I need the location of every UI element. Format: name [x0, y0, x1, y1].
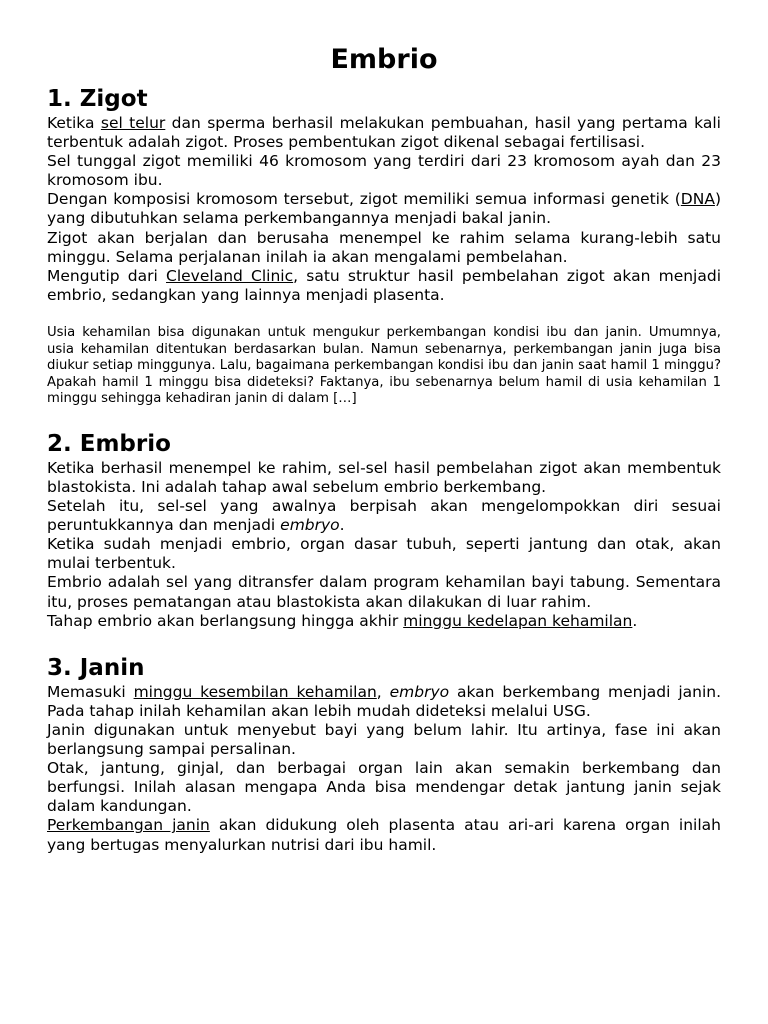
paragraph — [47, 114, 721, 152]
related-article-excerpt — [47, 325, 721, 408]
text-span: Setelah itu, sel-sel yang awalnya berpisah akan mengelompokkan diri sesuai peruntukkannya dan menjadi — [47, 497, 721, 535]
emphasis: embryo — [280, 516, 340, 535]
link-perkembangan-janin[interactable]: Perkembangan janin — [47, 816, 210, 835]
paragraph: Sel tunggal zigot memiliki 46 kromosom yang terdiri dari 23 kromosom ayah dan 23 kromosom ibu. — [47, 152, 721, 190]
page-title: Embrio — [330, 44, 438, 75]
paragraph — [47, 497, 721, 535]
text-span: Dengan komposisi kromosom tersebut, zigot memiliki semua informasi genetik ( — [47, 190, 681, 209]
text-span: Mengutip dari — [47, 266, 167, 285]
section-embrio — [47, 429, 721, 631]
text-span: ) yang dibutuhkan selama perkembangannya menjadi bakal janin. — [47, 190, 721, 228]
link-dna[interactable]: DNA — [680, 190, 715, 209]
paragraph — [47, 190, 721, 228]
paragraph — [47, 683, 721, 721]
link-minggu-kesembilan[interactable]: minggu kesembilan kehamilan — [133, 682, 377, 701]
text-span: . — [339, 516, 345, 535]
text-span: Tahap embrio akan berlangsung hingga akhir — [47, 611, 404, 630]
paragraph: Janin digunakan untuk menyebut bayi yang belum lahir. Itu artinya, fase ini akan berlangsung sampai persalinan. — [47, 720, 721, 759]
paragraph: Ketika sudah menjadi embrio, organ dasar tubuh, seperti jantung dan otak, akan mulai terbentuk. — [47, 535, 721, 573]
section-heading-zigot: 1. Zigot — [47, 86, 148, 112]
text-span: akan didukung oleh plasenta atau ari-ari karena organ inilah yang bertugas menyalurkan nutrisi dari ibu hamil. — [47, 816, 721, 854]
section-zigot — [47, 84, 721, 305]
excerpt-text: Usia kehamilan bisa digunakan untuk mengukur perkembangan kondisi ibu dan janin. Umumnya, usia kehamilan ditentukan berdasarkan bulan. Namun sebenarnya, perkembangan janin juga bisa diukur setiap minggunya. Lalu, bagaimana perkembangan kondisi ibu dan janin saat hamil 1 minggu? Apakah hamil 1 minggu bisa dideteksi? Faktanya, ibu sebenarnya belum hamil di usia kehamilan 1 minggu sehingga kehadiran janin di dalam […] — [47, 324, 721, 407]
text-span: , — [376, 682, 390, 701]
paragraph: Embrio adalah sel yang ditransfer dalam program kehamilan bayi tabung. Sementara itu, proses pematangan atau blastokista akan dilakukan di luar rahim. — [47, 573, 721, 611]
paragraph — [47, 612, 721, 631]
paragraph — [47, 267, 721, 305]
text-span: Ketika — [47, 114, 101, 132]
paragraph: Otak, jantung, ginjal, dan berbagai organ lain akan semakin berkembang dan berfungsi. Inilah alasan mengapa Anda bisa mendengar detak jantung janin sejak dalam kandungan. — [47, 759, 721, 816]
link-cleveland-clinic[interactable]: Cleveland Clinic — [166, 266, 294, 285]
section-heading-janin: 3. Janin — [47, 654, 145, 681]
text-span: , satu struktur hasil pembelahan zigot akan menjadi embrio, sedangkan yang lainnya menjadi plasenta. — [47, 266, 722, 304]
section-janin — [47, 653, 721, 855]
paragraph — [47, 816, 721, 854]
paragraph: Ketika berhasil menempel ke rahim, sel-sel hasil pembelahan zigot akan membentuk blastokista. Ini adalah tahap awal sebelum embrio berkembang. — [47, 458, 721, 496]
text-span: . — [632, 611, 638, 630]
emphasis: embryo — [389, 682, 450, 701]
link-minggu-kedelapan[interactable]: minggu kedelapan kehamilan — [403, 611, 633, 630]
paragraph: Zigot akan berjalan dan berusaha menempel ke rahim selama kurang-lebih satu minggu. Selama perjalanan inilah ia akan mengalami pembelahan. — [47, 228, 721, 266]
section-heading-embrio: 2. Embrio — [47, 430, 171, 457]
text-span: akan berkembang menjadi janin. Pada tahap inilah kehamilan akan lebih mudah dideteksi melalui USG. — [47, 682, 721, 720]
text-span: Memasuki — [47, 682, 134, 701]
link-sel-telur[interactable]: sel telur — [100, 114, 166, 132]
text-span: dan sperma berhasil melakukan pembuahan, hasil yang pertama kali terbentuk adalah zigot. Proses pembentukan zigot dikenal sebagai fertilisasi. — [47, 114, 721, 152]
